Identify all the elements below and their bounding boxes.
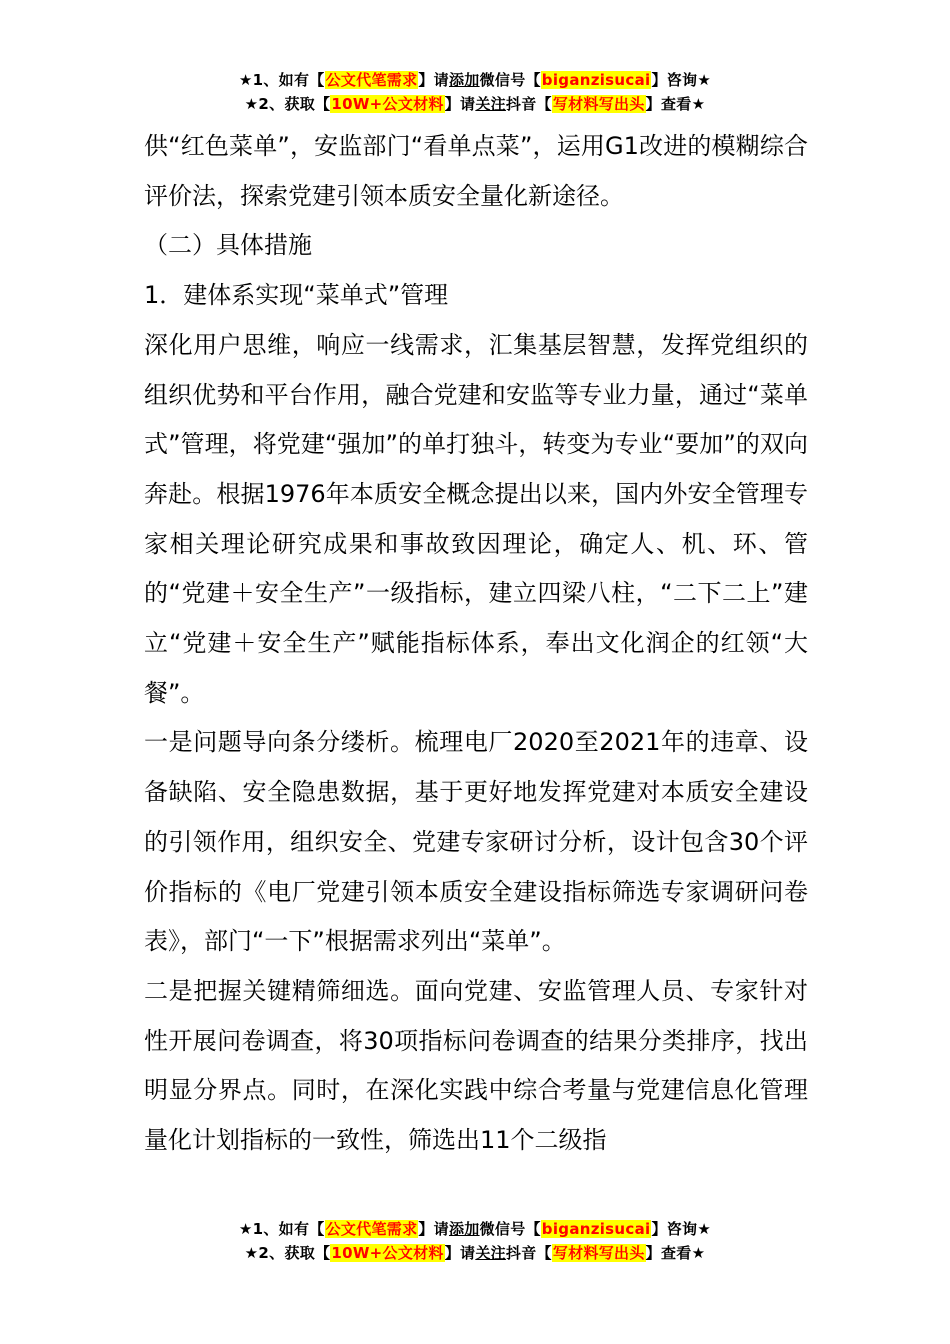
banner-text: ★1、如有【 (238, 1220, 325, 1238)
sub-heading: 1．建体系实现“菜单式”管理 (144, 281, 449, 310)
banner-text: 】请 (418, 1220, 449, 1238)
document-body (144, 122, 808, 1166)
banner-text: ★2、获取【 (244, 95, 331, 113)
banner-line-1 (0, 68, 950, 92)
banner-text: 】请 (444, 1244, 476, 1262)
paragraph: 供“红色菜单”，安监部门“看单点菜”，运用G1改进的模糊综合评价法，探索党建引领本质安全量化新途径。 (144, 132, 808, 210)
banner-text: 】咨询★ (651, 71, 712, 89)
banner-highlight: 公文代笔需求 (325, 71, 418, 89)
banner-highlight: 10W+公文材料 (331, 95, 444, 113)
banner-underline: 添加 (448, 71, 480, 89)
banner-highlight: 公文代笔需求 (325, 1220, 418, 1238)
banner-text: ★1、如有【 (238, 71, 325, 89)
section-heading: （二）具体措施 (144, 231, 312, 260)
banner-line-1 (0, 1217, 950, 1241)
banner-text: 抖音【 (505, 95, 552, 113)
paragraph: 深化用户思维，响应一线需求，汇集基层智慧，发挥党组织的组织优势和平台作用，融合党建和安监等专业力量，通过“菜单式”管理，将党建“强加”的单打独斗，转变为专业“要加”的双向奔赴。根据1976年本质安全概念提出以来，国内外安全管理专家相关理论研究成果和事故致因理论，确定人、机、环、管的“党建＋安全生产”一级指标，建立四梁八柱，“二下二上”建立“党建＋安全生产”赋能指标体系，奉出文化润企的红领“大餐”。 (144, 330, 808, 707)
banner-text: 微信号【 (479, 1220, 541, 1238)
banner-underline: 关注 (475, 95, 506, 113)
footer-banner (0, 1217, 950, 1265)
banner-highlight: biganzisucai (541, 71, 651, 89)
banner-text: 抖音【 (505, 1244, 552, 1262)
banner-highlight: 写材料写出头 (552, 95, 645, 113)
banner-line-2 (0, 92, 950, 116)
banner-text: 】查看★ (645, 95, 706, 113)
banner-underline: 添加 (448, 1220, 480, 1238)
banner-text: 】咨询★ (651, 1220, 712, 1238)
banner-underline: 关注 (475, 1244, 506, 1262)
banner-line-2 (0, 1241, 950, 1265)
banner-text: 】查看★ (645, 1244, 706, 1262)
banner-highlight: biganzisucai (541, 1220, 651, 1238)
banner-text: 】请 (444, 95, 476, 113)
paragraph: 一是问题导向条分缕析。梳理电厂2020至2021年的违章、设备缺陷、安全隐患数据，基于更好地发挥党建对本质安全建设的引领作用，组织安全、党建专家研讨分析，设计包含30个评价指标的《电厂党建引领本质安全建设指标筛选专家调研问卷表》，部门“一下”根据需求列出“菜单”。 (144, 728, 808, 956)
banner-highlight: 写材料写出头 (552, 1244, 645, 1262)
header-banner (0, 68, 950, 116)
banner-text: 微信号【 (479, 71, 541, 89)
paragraph: 二是把握关键精筛细选。面向党建、安监管理人员、专家针对性开展问卷调查，将30项指标问卷调查的结果分类排序，找出明显分界点。同时，在深化实践中综合考量与党建信息化管理量化计划指标的一致性，筛选出11个二级指 (144, 976, 808, 1155)
banner-text: ★2、获取【 (244, 1244, 331, 1262)
banner-highlight: 10W+公文材料 (331, 1244, 444, 1262)
banner-text: 】请 (418, 71, 449, 89)
